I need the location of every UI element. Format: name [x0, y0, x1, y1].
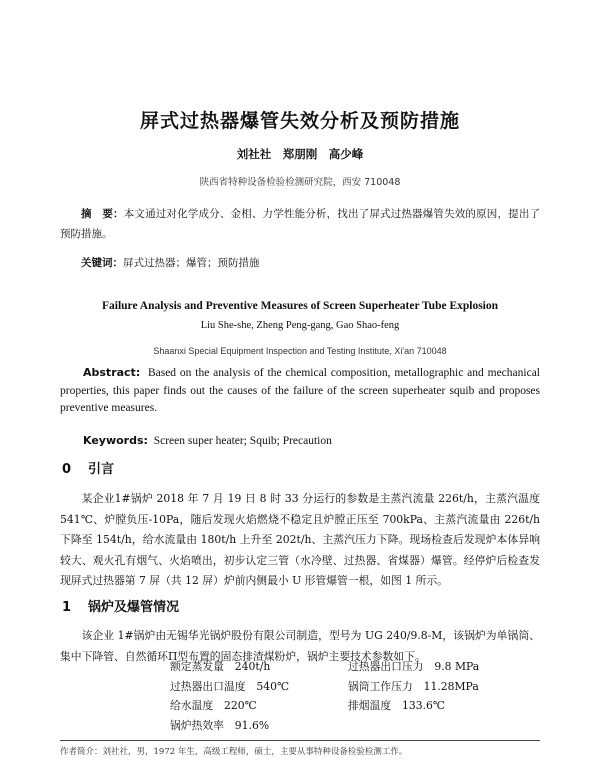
section-title: 锅炉及爆管情况 — [88, 600, 180, 615]
keywords-cn-label: 关键词： — [81, 257, 123, 269]
abstract-cn — [60, 204, 540, 244]
parameter: 排烟温度 133.6℃ — [348, 699, 445, 712]
section-heading-0 — [62, 458, 114, 477]
abstract-en-label: Abstract: — [83, 366, 141, 379]
section-0-paragraph: 某企业1#锅炉 2018 年 7 月 19 日 8 时 33 分运行的参数是主蒸汽流量 226t/h，主蒸汽温度 541℃、炉膛负压-10Pa，随后发现火焰燃烧不稳定且炉膛正压至 700kPa、主蒸汽流量由 226t/h 下降至 154t/h，给水流量由 180t/h 上升至 202t/h、主蒸汽压力下降。现场检查后发现炉本体异响较大、观火孔有烟气、火焰喷出，初步认定三管（水冷壁、过热器、省煤器）爆管。经停炉后检查发现屏式过热器第 7 屏（共 12 屏）炉前内侧最小 U 形管爆管一根，如图 1 所示。 — [60, 492, 540, 587]
parameter: 过热器出口温度 540℃ — [170, 679, 290, 693]
abstract-cn-label: 摘 要： — [81, 208, 124, 220]
parameter-row — [170, 696, 530, 716]
parameter: 锅炉热效率 91.6% — [170, 718, 270, 732]
parameter-row — [170, 657, 530, 677]
affiliation-cn: 陕西省特种设备检验检测研究院，西安 710048 — [199, 177, 401, 188]
section-heading-1 — [62, 596, 179, 615]
paper-title-en: Failure Analysis and Preventive Measures of Screen Superheater Tube Explosion — [101, 300, 499, 312]
parameter-list — [170, 657, 530, 735]
footnote-divider — [60, 740, 540, 741]
parameter-row — [170, 677, 530, 697]
authors-cn: 刘社社 郑朋刚 高少峰 — [236, 147, 364, 161]
abstract-cn-text: 本文通过对化学成分、金相、力学性能分析，找出了屏式过热器爆管失效的原因，提出了预防措施。 — [60, 208, 541, 240]
keywords-en — [60, 432, 540, 451]
section-title: 引言 — [88, 462, 115, 477]
abstract-en-text: Based on the analysis of the chemical composition, metallographic and mechanical properties, this paper finds out the causes of the failure of the screen superheater squib and proposes preventive measures. — [60, 367, 540, 414]
keywords-en-label: Keywords: — [83, 434, 148, 447]
keywords-cn-text: 屏式过热器；爆管；预防措施 — [123, 257, 260, 269]
section-number: 1 — [62, 600, 72, 615]
authors-en: Liu She-she, Zheng Peng-gang, Gao Shao-feng — [200, 320, 400, 331]
keywords-en-text: Screen super heater; Squib; Precaution — [153, 435, 332, 447]
abstract-en — [60, 364, 540, 418]
parameter: 额定蒸发量 240t/h — [170, 660, 271, 673]
author-footnote: 作者简介：刘社社，男，1972 年生，高级工程师，硕士，主要从事特种设备检验检测工作。 — [60, 747, 408, 757]
parameter: 过热器出口压力 9.8 MPa — [348, 660, 480, 673]
section-1-paragraph: 该企业 1#锅炉由无锡华光锅炉股份有限公司制造，型号为 UG 240/9.8-M，该锅炉为单锅筒、集中下降管、自然循环Π型布置的固态排渣煤粉炉，锅炉主要技术参数如下。 — [60, 629, 540, 663]
affiliation-en: Shaanxi Special Equipment Inspection and Testing Institute, Xi'an 710048 — [153, 346, 447, 356]
paper-title-cn: 屏式过热器爆管失效分析及预防措施 — [139, 110, 460, 132]
section-number: 0 — [62, 462, 72, 477]
keywords-cn — [60, 254, 540, 273]
parameter: 锅筒工作压力 11.28MPa — [348, 679, 479, 693]
parameter-row — [170, 716, 530, 736]
parameter: 给水温度 220℃ — [170, 699, 257, 712]
